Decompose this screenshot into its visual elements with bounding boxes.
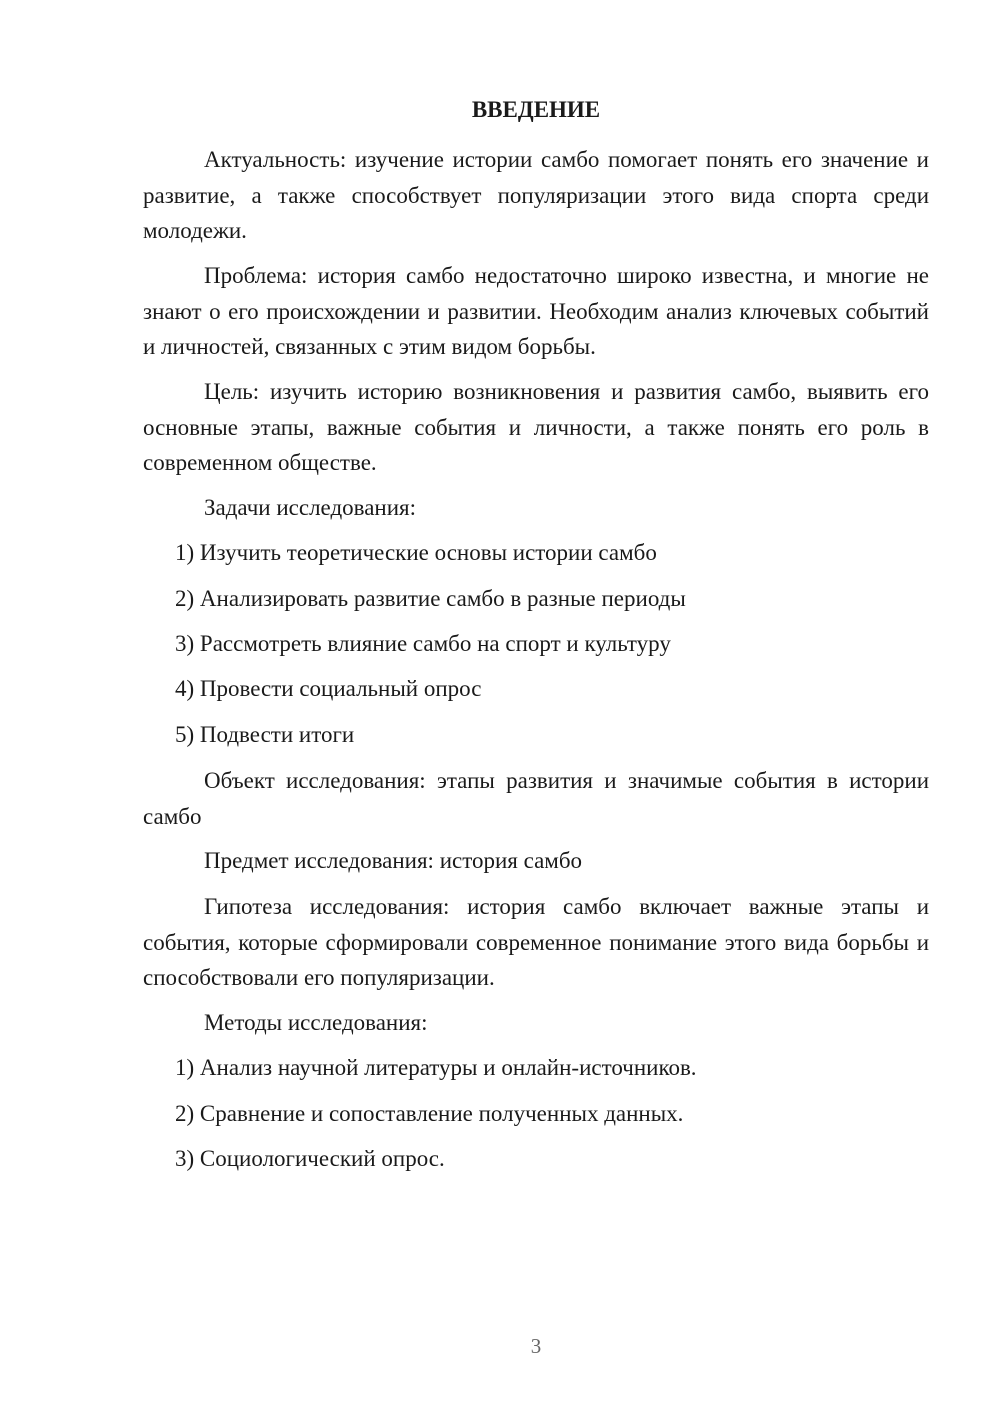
relevance-paragraph: Актуальность: изучение истории самбо помогает понять его значение и развитие, а также способствует популяризации этого вида спорта среди молодежи. <box>143 147 929 243</box>
section-heading: ВВЕДЕНИЕ <box>471 97 601 122</box>
task-item-5: 5) Подвести итоги <box>175 722 355 747</box>
object-paragraph: Объект исследования: этапы развития и значимые события в истории самбо <box>143 768 929 829</box>
tasks-heading: Задачи исследования: <box>204 495 417 520</box>
task-item-4: 4) Провести социальный опрос <box>175 676 482 701</box>
task-item-2: 2) Анализировать развитие самбо в разные периоды <box>175 586 686 611</box>
page-number: 3 <box>530 1334 542 1358</box>
method-item-1: 1) Анализ научной литературы и онлайн-источников. <box>175 1055 697 1080</box>
task-item-3: 3) Рассмотреть влияние самбо на спорт и культуру <box>175 631 671 656</box>
problem-paragraph: Проблема: история самбо недостаточно широко известна, и многие не знают о его происхождении и развитии. Необходим анализ ключевых событий и личностей, связанных с этим видом борьбы. <box>143 263 929 359</box>
goal-paragraph: Цель: изучить историю возникновения и развития самбо, выявить его основные этапы, важные события и личности, а также понять его роль в современном обществе. <box>143 379 929 475</box>
method-item-3: 3) Социологический опрос. <box>175 1146 445 1171</box>
subject-paragraph: Предмет исследования: история самбо <box>204 848 583 873</box>
task-item-1: 1) Изучить теоретические основы истории самбо <box>175 540 657 565</box>
method-item-2: 2) Сравнение и сопоставление полученных данных. <box>175 1101 684 1126</box>
hypothesis-paragraph: Гипотеза исследования: история самбо включает важные этапы и события, которые сформировали современное понимание этого вида борьбы и способствовали его популяризации. <box>143 894 929 990</box>
methods-heading: Методы исследования: <box>204 1010 428 1035</box>
